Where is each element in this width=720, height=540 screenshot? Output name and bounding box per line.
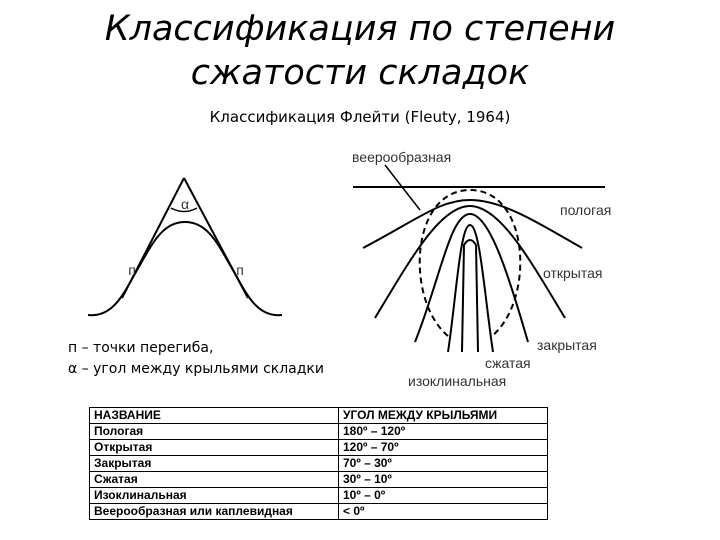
table-row: [90, 456, 548, 472]
row-angle: 120º – 70º: [339, 440, 548, 456]
row-angle: 180º – 120º: [339, 424, 548, 440]
table-row: [90, 504, 548, 520]
table-row: [90, 488, 548, 504]
label-isoclinal: изоклинальная: [408, 373, 507, 389]
row-angle: 70º – 30º: [339, 456, 548, 472]
fold-profile: [88, 222, 282, 315]
table-header-row: [90, 408, 548, 424]
title-line-1: Классификация по степени: [104, 9, 616, 49]
subtitle: Классификация Флейти (Fleuty, 1964): [209, 108, 511, 126]
row-name: Изоклинальная: [90, 488, 339, 504]
caption-line-2: α – угол между крыльями складки: [68, 361, 324, 377]
label-closed: закрытая: [537, 337, 597, 353]
label-tight: сжатая: [485, 355, 531, 371]
inflection-label-right: п: [236, 262, 244, 278]
label-open: открытая: [543, 265, 603, 281]
label-fan: веерообразная: [352, 149, 452, 165]
table-row: [90, 424, 548, 440]
row-name: Закрытая: [90, 456, 339, 472]
left-limb-tangent: [122, 178, 184, 298]
tight-fold: [448, 225, 493, 352]
row-angle: 10º – 0º: [339, 488, 548, 504]
inflection-label-left: п: [128, 262, 136, 278]
header-name: НАЗВАНИЕ: [90, 408, 339, 424]
caption-line-1: п – точки перегиба,: [68, 340, 214, 356]
row-angle: < 0º: [339, 504, 548, 520]
title-line-2: сжатости складок: [190, 53, 530, 93]
table-row: [90, 472, 548, 488]
isoclinal-fold: [462, 240, 478, 352]
row-name: Открытая: [90, 440, 339, 456]
row-angle: 30º – 10º: [339, 472, 548, 488]
row-name: Веерообразная или каплевидная: [90, 504, 339, 520]
alpha-label: α: [180, 196, 190, 212]
row-name: Пологая: [90, 424, 339, 440]
header-angle: УГОЛ МЕЖДУ КРЫЛЬЯМИ: [339, 408, 548, 424]
label-gentle: пологая: [560, 202, 612, 218]
classification-table: [89, 407, 548, 520]
row-name: Сжатая: [90, 472, 339, 488]
table-row: [90, 440, 548, 456]
right-limb-tangent: [184, 178, 248, 298]
right-fold-diagram: [353, 165, 605, 352]
fan-fold: [420, 190, 521, 336]
